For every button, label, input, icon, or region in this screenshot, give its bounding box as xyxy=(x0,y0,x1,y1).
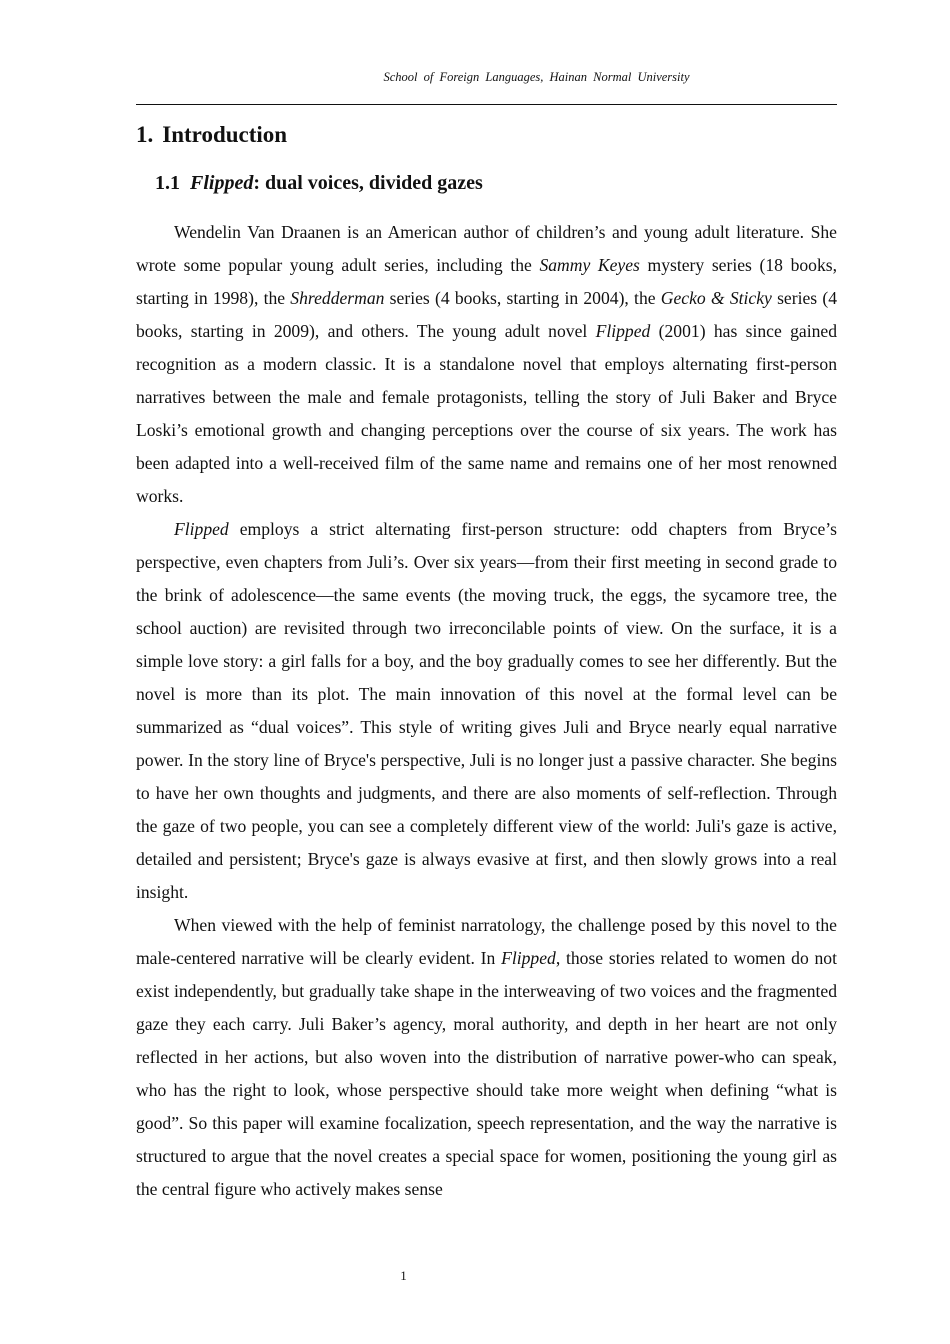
body-text xyxy=(136,216,837,1206)
subsection-title-italic: Flipped xyxy=(190,172,254,194)
subsection-heading xyxy=(155,172,483,195)
paragraph-text: Wendelin Van Draanen is an American author of children’s and young adult literature. She wrote some popular young adult series, including the xyxy=(136,222,837,275)
paragraph-text: mystery series (18 books, starting in 1998), the xyxy=(136,255,837,308)
section-heading xyxy=(136,122,287,148)
section-number: 1. xyxy=(136,122,154,147)
paragraph-text: When viewed with the help of feminist narratology, the challenge posed by this novel to the male-centered narrative will be clearly evident. In xyxy=(136,915,837,968)
paragraph-2 xyxy=(136,513,837,909)
book-title: Gecko & Sticky xyxy=(660,288,772,308)
paragraph-text: employs a strict alternating first-person structure: odd chapters from Bryce’s perspective, even chapters from Juli’s. Over six years—from their first meeting in second grade to the brink of adolescence—the same events (the moving truck, the eggs, the sycamore tree, the school auction) are revisited through two irreconcilable points of view. On the surface, it is a simple love story: a girl falls for a boy, and the boy gradually comes to see her differently. But the novel is more than its plot. The main innovation of this novel at the formal level can be summarized as “dual voices”. This style of writing gives Juli and Bryce nearly equal narrative power. In the story line of Bryce's perspective, Juli is no longer just a passive character. She begins to have her own thoughts and judgments, and there are also moments of self-reflection. Through the gaze of two people, you can see a completely different view of the world: Juli's gaze is active, detailed and persistent; Bryce's gaze is always evasive at first, and then slowly grows into a real insight. xyxy=(136,519,837,902)
subsection-title-rest: : dual voices, divided gazes xyxy=(253,172,483,194)
document-page xyxy=(136,0,837,1344)
paragraph-3 xyxy=(136,909,837,1206)
header-rule xyxy=(136,104,837,105)
paragraph-text: series (4 books, starting in 2009), and others. The young adult novel xyxy=(136,288,838,341)
book-title: Flipped xyxy=(174,519,229,539)
subsection-number: 1.1 xyxy=(155,172,180,194)
page-number: 1 xyxy=(400,1268,407,1283)
running-header: School of Foreign Languages, Hainan Normal University xyxy=(383,70,690,84)
paragraph-text: , those stories related to women do not exist independently, but gradually take shape in the interweaving of two voices and the fragmented gaze they each carry. Juli Baker’s agency, moral authority, and depth in her heart are not only reflected in her actions, but also woven into the distribution of narrative power-who can speak, who has the right to look, whose perspective should take more weight when defining “what is good”. So this paper will examine focalization, speech representation, and the way the narrative is structured to argue that the novel creates a special space for women, positioning the young girl as the central figure who actively makes sense xyxy=(136,948,837,1199)
paragraph-text: (2001) has since gained recognition as a modern classic. It is a standalone novel that employs alternating first-person narratives between the male and female protagonists, telling the story of Juli Baker and Bryce Loski’s emotional growth and changing perceptions over the course of six years. The work has been adapted into a well-received film of the same name and remains one of her most renowned works. xyxy=(136,321,838,506)
book-title: Flipped xyxy=(501,948,556,968)
paragraph-1 xyxy=(136,216,837,513)
book-title: Flipped xyxy=(595,321,651,341)
paragraph-text: series (4 books, starting in 2004), the xyxy=(384,288,661,308)
section-title: Introduction xyxy=(162,122,288,147)
book-title: Sammy Keyes xyxy=(539,255,640,275)
book-title: Shredderman xyxy=(290,288,385,308)
